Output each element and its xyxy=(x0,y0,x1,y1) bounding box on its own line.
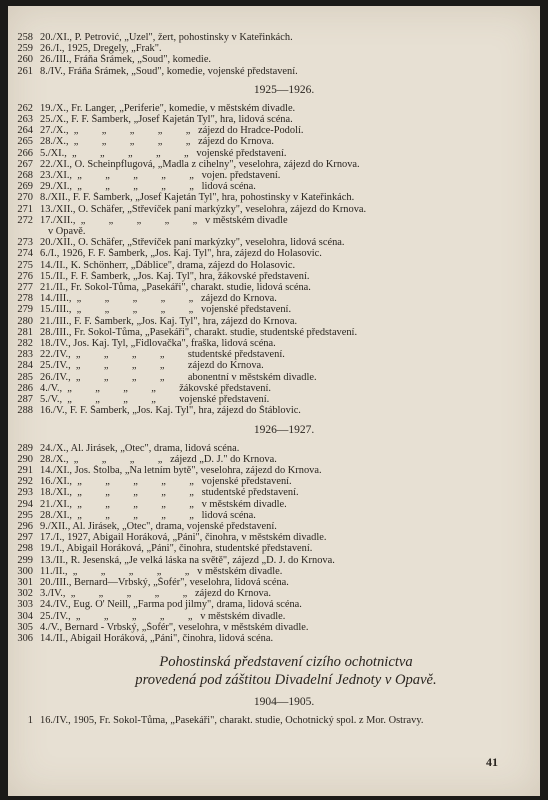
performance-text: 13./II., R. Jesenská, „Je velká láska na světě", zájezd „D. J. do Krnova. xyxy=(40,554,335,566)
performance-text: 17./I., 1927, Abigail Horáková, „Páni", činohra, v městském divadle. xyxy=(40,532,327,544)
performance-row xyxy=(8,148,540,159)
performance-list-1926-1927 xyxy=(8,443,540,645)
guest-performance-entry xyxy=(8,715,540,727)
performance-number: 298 xyxy=(17,543,33,555)
performance-row xyxy=(8,215,540,226)
performance-number: 291 xyxy=(17,464,33,476)
performance-row xyxy=(8,181,540,192)
performance-number: 276 xyxy=(17,270,33,282)
performance-number: 295 xyxy=(17,509,33,521)
performance-row xyxy=(8,465,540,476)
performance-row xyxy=(8,226,540,237)
performance-number: 302 xyxy=(17,588,33,600)
performance-row xyxy=(8,349,540,360)
performance-row xyxy=(8,43,540,54)
performance-row xyxy=(8,555,540,566)
performance-row xyxy=(8,237,540,248)
performance-text: 5./XI., „ „ „ „ „ vojenské představení. xyxy=(40,147,287,159)
performance-row xyxy=(8,499,540,510)
performance-text: 26./I., 1925, Dregely, „Frak". xyxy=(40,43,162,55)
performance-row xyxy=(8,383,540,394)
performance-number: 268 xyxy=(17,170,33,182)
performance-text: 16./V., F. F. Šamberk, „Jos. Kaj. Tyl", hra, zájezd do Štáblovic. xyxy=(40,405,301,417)
performance-text: 25./X., F. F. Šamberk, „Josef Kajetán Tyl", hra, lidová scéna. xyxy=(40,114,293,126)
performance-number: 270 xyxy=(17,192,33,204)
performance-number: 290 xyxy=(17,453,33,465)
performance-number: 285 xyxy=(17,371,33,383)
performance-row xyxy=(8,521,540,532)
performance-row xyxy=(8,260,540,271)
performance-text: 19./I., Abigail Horáková, „Páni", činohra, studentské představení. xyxy=(40,543,313,555)
performance-row xyxy=(8,443,540,454)
performance-number: 284 xyxy=(17,360,33,372)
performance-row xyxy=(8,316,540,327)
performance-text: 24./X., Al. Jirásek, „Otec", drama, lidová scéna. xyxy=(40,442,240,454)
performance-number: 299 xyxy=(17,554,33,566)
performance-row xyxy=(8,136,540,147)
performance-row xyxy=(8,588,540,599)
performance-number: 283 xyxy=(17,349,33,361)
performance-number: 278 xyxy=(17,293,33,305)
season-heading-1904-1905: 1904—1905. xyxy=(253,696,315,709)
performance-row xyxy=(8,248,540,259)
performance-number: 263 xyxy=(17,114,33,126)
performance-number: 275 xyxy=(17,259,33,271)
performance-text: 28./XI., „ „ „ „ „ lidová scéna. xyxy=(40,509,256,521)
performance-row xyxy=(8,271,540,282)
performance-row xyxy=(8,510,540,521)
performance-text: 3./IV., „ „ „ „ „ zájezd do Krnova. xyxy=(40,588,271,600)
performance-text: 23./XI., „ „ „ „ „ vojen. představení. xyxy=(40,170,281,182)
performance-text: 24./IV., Eug. O' Neill, „Farma pod jilmy", drama, lidová scéna. xyxy=(40,599,302,611)
performance-list-1924-1925 xyxy=(8,32,540,77)
performance-text: 21./II., Fr. Sokol-Tůma, „Pasekáři", charakt. studie, lidová scéna. xyxy=(40,282,311,294)
performance-number: 262 xyxy=(17,102,33,114)
performance-number: 273 xyxy=(17,237,33,249)
performance-text: 26./IV., „ „ „ „ abonentní v městském divadle. xyxy=(40,371,317,383)
season-heading-1925-1926: 1925—1926. xyxy=(253,83,315,96)
performance-row xyxy=(8,394,540,405)
page-content xyxy=(8,32,540,727)
performance-text: 22./XI., O. Scheinpflugová, „Madla z cihelny", veselohra, zájezd do Krnova. xyxy=(40,158,360,170)
performance-row xyxy=(8,192,540,203)
performance-row xyxy=(8,103,540,114)
performance-text: 20./III., Bernard—Vrbský, „Šofér", veselohra, lidová scéna. xyxy=(40,576,289,588)
performance-row xyxy=(8,159,540,170)
performance-number: 296 xyxy=(17,520,33,532)
performance-text: 9./XII., Al. Jirásek, „Otec", drama, vojenské představení. xyxy=(40,520,277,532)
performance-text: 28./III., Fr. Sokol-Tůma, „Pasekáři", charakt. studie, studentské představení. xyxy=(40,326,358,338)
performance-number: 277 xyxy=(17,282,33,294)
performance-row xyxy=(8,543,540,554)
performance-row xyxy=(8,622,540,633)
performance-text: 21./III., F. F. Šamberk, „Jos. Kaj. Tyl", hra, zájezd do Krnova. xyxy=(40,315,298,327)
heading-line-1: Pohostinská představení cizího ochotnictva xyxy=(159,654,413,671)
performance-text: 8./IV., Fráňa Šrámek, „Soud", komedie, vojenské představení. xyxy=(40,65,298,77)
performance-text: 20./XI., P. Petrović, „Uzel", žert, pohostinsky v Kateřinkách. xyxy=(40,32,293,43)
entry-text: 16./IV., 1905, Fr. Sokol-Tůma, „Pasekáři", charakt. studie, Ochotnický spol. z Mor. Ostravy. xyxy=(40,715,424,727)
page-number: 41 xyxy=(486,755,498,769)
performance-number: 266 xyxy=(17,147,33,159)
performance-text: 28./X., „ „ „ „ zájezd „D. J." do Krnova. xyxy=(40,453,277,465)
performance-row xyxy=(8,327,540,338)
performance-row xyxy=(8,599,540,610)
performance-number: 264 xyxy=(17,125,33,137)
performance-text: 4./V., „ „ „ „ žákovské představení. xyxy=(40,382,271,394)
performance-number: 292 xyxy=(17,476,33,488)
performance-row xyxy=(8,338,540,349)
heading-line-2: provedená pod záštitou Divadelní Jednoty v Opavě. xyxy=(135,671,437,688)
season-heading-1926-1927: 1926—1927. xyxy=(253,423,315,436)
performance-text: 5./V., „ „ „ „ vojenské představení. xyxy=(40,394,270,406)
performance-number: 274 xyxy=(17,248,33,260)
entry-number: 1 xyxy=(27,715,33,727)
performance-row xyxy=(8,170,540,181)
guest-performances-heading xyxy=(8,654,540,689)
performance-number: 305 xyxy=(17,621,33,633)
performance-number: 286 xyxy=(17,382,33,394)
performance-number: 261 xyxy=(17,65,33,77)
performance-row xyxy=(8,32,540,43)
performance-text: 4./V., Bernard - Vrbský, „Šofér", veselohra, v městském divadle. xyxy=(40,621,309,633)
performance-text: 29./XI., „ „ „ „ „ lidová scéna. xyxy=(40,181,256,193)
performance-number: 289 xyxy=(17,442,33,454)
performance-row xyxy=(8,66,540,77)
performance-text: 17./XII., „ „ „ „ „ v městském divadle xyxy=(40,214,288,226)
performance-text: 21./XI., „ „ „ „ „ v městském divadle. xyxy=(40,498,287,510)
performance-row xyxy=(8,372,540,383)
performance-row xyxy=(8,360,540,371)
performance-row xyxy=(8,293,540,304)
performance-row xyxy=(8,487,540,498)
performance-text: 15./III., „ „ „ „ „ vojenské představení. xyxy=(40,304,292,316)
performance-number: 300 xyxy=(17,565,33,577)
performance-row xyxy=(8,566,540,577)
performance-number: 272 xyxy=(17,214,33,226)
performance-text: 18./IV., Jos. Kaj. Tyl, „Fidlovačka", fraška, lidová scéna. xyxy=(40,338,276,350)
performance-text: 14./II., Abigail Horáková, „Páni", činohra, lidová scéna. xyxy=(40,632,274,644)
performance-text: 8./XII., F. F. Šamberk, „Josef Kajetán Tyl", hra, pohostinsky v Kateřinkách. xyxy=(40,192,355,204)
performance-number: 293 xyxy=(17,487,33,499)
performance-number: 258 xyxy=(17,32,33,43)
performance-text: 19./X., Fr. Langer, „Periferie", komedie, v městském divadle. xyxy=(40,102,296,114)
performance-number: 287 xyxy=(17,394,33,406)
performance-row xyxy=(8,577,540,588)
performance-number: 304 xyxy=(17,610,33,622)
performance-row xyxy=(8,282,540,293)
performance-text: 18./XI., „ „ „ „ „ studentské představení. xyxy=(40,487,299,499)
performance-text: 13./XII., O. Schäfer, „Střevíček paní markýzky", veselohra, zájezd do Krnova. xyxy=(40,203,367,215)
performance-text: 27./X., „ „ „ „ „ zájezd do Hradce-Podolí. xyxy=(40,125,304,137)
performance-number: 282 xyxy=(17,338,33,350)
performance-text: 14./XI., Jos. Štolba, „Na letním bytě", veselohra, zájezd do Krnova. xyxy=(40,464,322,476)
performance-row xyxy=(8,125,540,136)
performance-row xyxy=(8,54,540,65)
performance-row xyxy=(8,304,540,315)
performance-text: v Opavě. xyxy=(48,226,86,238)
performance-number: 260 xyxy=(17,54,33,66)
performance-text: 11./II., „ „ „ „ „ v městském divadle. xyxy=(40,565,283,577)
performance-number: 303 xyxy=(17,599,33,611)
performance-text: 26./III., Fráňa Šrámek, „Soud", komedie. xyxy=(40,54,212,66)
performance-number: 294 xyxy=(17,498,33,510)
performance-text: 25./IV., „ „ „ „ „ v městském divadle. xyxy=(40,610,286,622)
performance-row xyxy=(8,532,540,543)
performance-number: 301 xyxy=(17,576,33,588)
performance-text: 14./III., „ „ „ „ „ zájezd do Krnova. xyxy=(40,293,277,305)
performance-text: 14./II., K. Schönherr, „Ďáblice", drama, zájezd do Holasovic. xyxy=(40,259,296,271)
performance-number: 267 xyxy=(17,158,33,170)
performance-text: 16./XI., „ „ „ „ „ vojenské představení. xyxy=(40,476,292,488)
performance-text: 28./X., „ „ „ „ „ zájezd do Krnova. xyxy=(40,136,275,148)
performance-text: 15./II., F. F. Šamberk, „Jos. Kaj. Tyl", hra, žákovské představení. xyxy=(40,270,310,282)
performance-row xyxy=(8,405,540,416)
performance-list-1925-1926 xyxy=(8,103,540,417)
performance-number: 288 xyxy=(17,405,33,417)
performance-number: 269 xyxy=(17,181,33,193)
performance-number: 306 xyxy=(17,632,33,644)
performance-row xyxy=(8,454,540,465)
performance-number: 297 xyxy=(17,532,33,544)
performance-text: 25./IV., „ „ „ „ zájezd do Krnova. xyxy=(40,360,264,372)
performance-number: 259 xyxy=(17,43,33,55)
performance-number: 281 xyxy=(17,326,33,338)
book-page xyxy=(8,6,540,796)
performance-number: 280 xyxy=(17,315,33,327)
performance-text: 6./I., 1926, F. F. Šamberk, „Jos. Kaj. Tyl", hra, zájezd do Holasovic. xyxy=(40,248,322,260)
performance-number: 279 xyxy=(17,304,33,316)
performance-number: 265 xyxy=(17,136,33,148)
performance-row xyxy=(8,476,540,487)
performance-text: 22./IV., „ „ „ „ studentské představení. xyxy=(40,349,285,361)
performance-row xyxy=(8,204,540,215)
performance-text: 20./XII., O. Schäfer, „Střevíček paní markýzky", veselohra, lidová scéna. xyxy=(40,237,345,249)
performance-row xyxy=(8,114,540,125)
performance-row xyxy=(8,611,540,622)
performance-row xyxy=(8,633,540,644)
performance-number: 271 xyxy=(17,203,33,215)
